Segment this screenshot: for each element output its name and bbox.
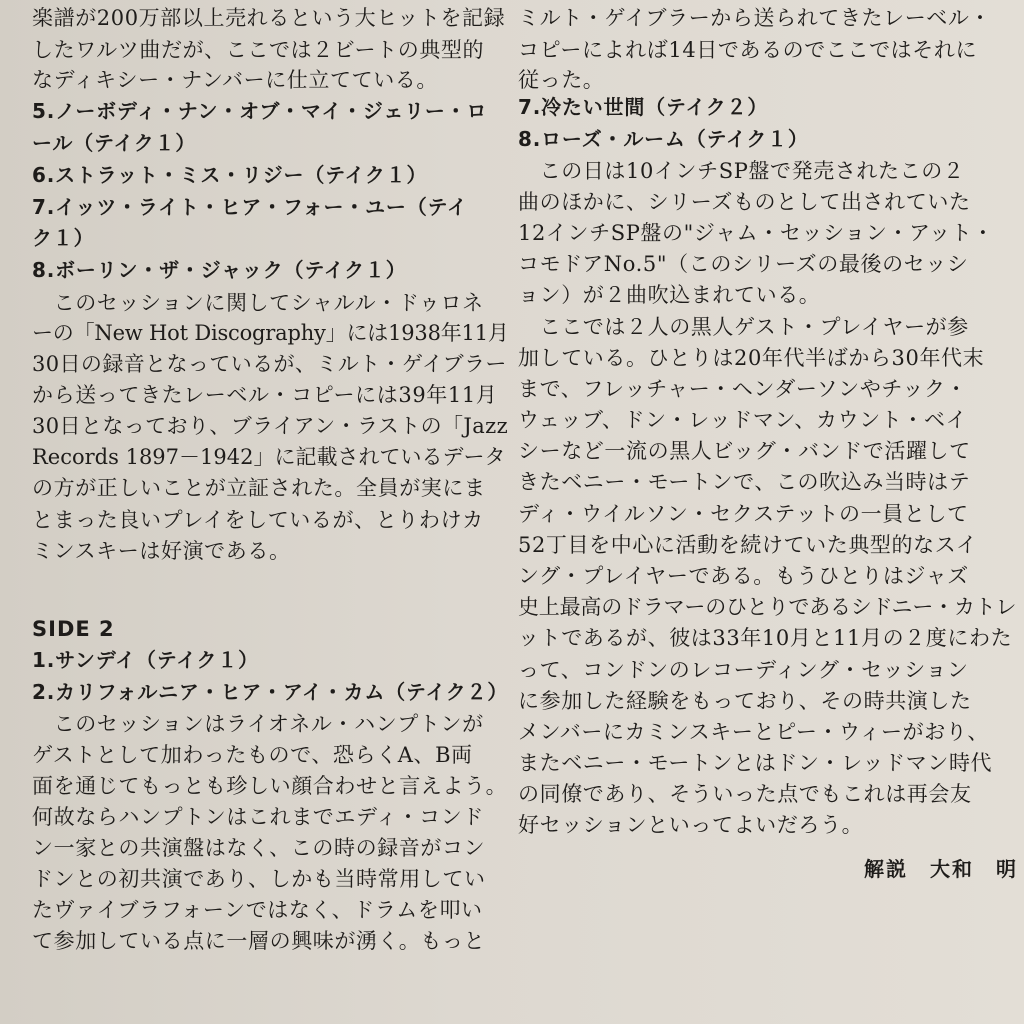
track-heading: 7.イッツ・ライト・ヒア・フォー・ユー（テイ	[32, 195, 468, 219]
text-line: たヴァイブラフォーンではなく、ドラムを叩い	[32, 898, 483, 922]
text-line: 加している。ひとりは20年代半ばから30年代末	[518, 346, 985, 370]
text-line: ここでは２人の黒人ゲスト・プレイヤーが参	[518, 315, 969, 339]
track-heading: 5.ノーボディ・ナン・オブ・マイ・ジェリー・ロ	[32, 99, 488, 123]
track-heading: 1.サンデイ（テイク１）	[32, 648, 259, 672]
text-line: 楽譜が200万部以上売れるという大ヒットを記録	[32, 6, 506, 30]
text-line: シーなど一流の黒人ビッグ・バンドで活躍して	[518, 439, 971, 463]
text-line: またベニー・モートンとはドン・レッドマン時代	[518, 751, 993, 775]
text-line: なディキシー・ナンバーに仕立てている。	[32, 68, 438, 92]
text-line: ットであるが、彼は33年10月と11月の２度にわた	[518, 626, 1013, 650]
text-line: この日は10インチSP盤で発売されたこの２	[518, 159, 965, 183]
track-heading: 2.カリフォルニア・ヒア・アイ・カム（テイク２）	[32, 680, 509, 704]
text-line: 30日の録音となっているが、ミルト・ゲイブラー	[32, 352, 507, 376]
text-line: 12インチSP盤の"ジャム・セッション・アット・	[518, 221, 994, 245]
text-line: の方が正しいことが立証された。全員が実にま	[32, 476, 486, 500]
text-line: 面を通じてもっとも珍しい顔合わせと言えよう。	[32, 774, 508, 798]
text-line: ディ・ウイルソン・セクステットの一員として	[518, 502, 969, 526]
text-line: ング・プレイヤーである。もうひとりはジャズ	[518, 564, 969, 588]
text-line: ウェッブ、ドン・レッドマン、カウント・ベイ	[518, 408, 968, 432]
right-column	[518, 0, 1018, 1024]
text-line: 何故ならハンプトンはこれまでエディ・コンド	[32, 805, 484, 829]
track-heading: 8.ボーリン・ザ・ジャック（テイク１）	[32, 258, 407, 282]
text-line: ミルト・ゲイブラーから送られてきたレーベル・	[518, 6, 992, 30]
track-heading: ク１）	[32, 226, 95, 250]
text-line: ゲストとして加わったもので、恐らくA、B両	[32, 743, 473, 767]
text-line: きたベニー・モートンで、この吹込み当時はテ	[518, 470, 971, 494]
text-line: コモドアNo.5"（このシリーズの最後のセッシ	[518, 252, 969, 276]
text-line: ョン）が２曲吹込まれている。	[518, 283, 821, 307]
text-line: このセッションに関してシャルル・ドゥロネ	[32, 291, 484, 315]
text-line: 史上最高のドラマーのひとりであるシドニー・カトレ	[518, 595, 1017, 619]
text-line: ーの「New Hot Discography」には1938年11月	[32, 321, 509, 345]
track-heading: 7.冷たい世間（テイク２）	[518, 95, 769, 119]
text-line: コピーによれば14日であるのでここではそれに	[518, 38, 978, 62]
text-line: 30日となっており、ブライアン・ラストの「Jazz	[32, 414, 509, 438]
text-line: 52丁目を中心に活動を続けていた典型的なスイ	[518, 533, 978, 557]
track-heading: ール（テイク１）	[32, 131, 197, 155]
commentary-signature: 解説 大和 明	[864, 857, 1018, 881]
text-line: て参加している点に一層の興味が湧く。もっと	[32, 929, 486, 953]
text-line: って、コンドンのレコーディング・セッション	[518, 658, 969, 682]
text-line: ドンとの初共演であり、しかも当時常用してい	[32, 867, 486, 891]
text-line: ミンスキーは好演である。	[32, 539, 291, 563]
text-line: 好セッションといってよいだろう。	[518, 813, 864, 837]
text-line: このセッションはライオネル・ハンプトンが	[32, 712, 484, 736]
text-line: 曲のほかに、シリーズものとして出されていた	[518, 190, 971, 214]
text-line: まで、フレッチャー・ヘンダーソンやチック・	[518, 377, 968, 401]
text-line: Records 1897－1942」に記載されているデータ	[32, 445, 506, 469]
side-heading: SIDE 2	[32, 617, 115, 641]
text-line: 従った。	[518, 68, 605, 92]
text-line: メンバーにカミンスキーとピー・ウィーがおり、	[518, 720, 989, 744]
track-heading: 6.ストラット・ミス・リジー（テイク１）	[32, 163, 428, 187]
text-line: ン一家との共演盤はなく、この時の録音がコン	[32, 836, 486, 860]
text-line: に参加した経験をもっており、その時共演した	[518, 689, 972, 713]
text-line: の同僚であり、そういった点でもこれは再会友	[518, 782, 972, 806]
track-heading: 8.ローズ・ルーム（テイク１）	[518, 127, 809, 151]
text-line: とまった良いプレイをしているが、とりわけカ	[32, 508, 484, 532]
text-line: したワルツ曲だが、ここでは２ビートの典型的	[32, 38, 485, 62]
text-line: から送ってきたレーベル・コピーには39年11月	[32, 383, 498, 407]
left-column	[32, 0, 510, 1024]
